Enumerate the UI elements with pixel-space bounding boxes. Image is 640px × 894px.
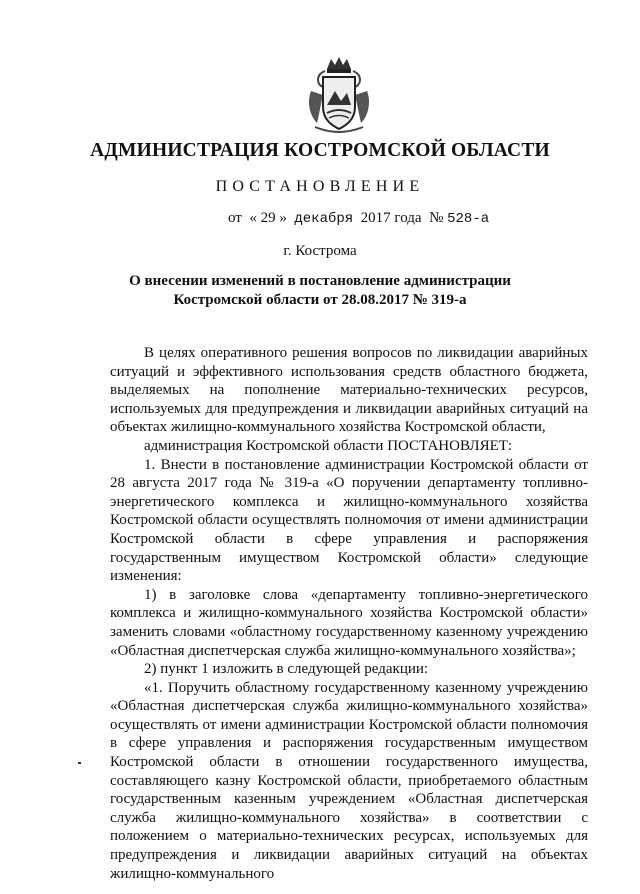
body-paragraph: В целях оперативного решения вопросов по ликвидации аварийных ситуаций и эффективного использования средств областного бюджета, выделяемых на пополнение материально-технических ресурсов, используемых для предупреждения и ликвидации аварийных ситуаций на объектах жилищно-коммунального хозяйства Костромской области,	[110, 345, 588, 436]
organization-title: АДМИНИСТРАЦИЯ КОСТРОМСКОЙ ОБЛАСТИ	[90, 140, 550, 161]
body-paragraph: администрация Костромской области ПОСТАНОВЛЯЕТ:	[144, 437, 513, 454]
date-number-line	[228, 210, 489, 227]
coat-of-arms-icon	[305, 55, 373, 137]
body-paragraph: 2) пункт 1 изложить в следующей редакции:	[144, 661, 429, 678]
body-paragraph: 1) в заголовке слова «департаменту топливно-энергетического комплекса и жилищно-коммунального хозяйства Костромской области» заменить словами «областному государственному казенному учреждению «Областная диспетчерская служба жилищно-коммунального хозяйства»;	[110, 586, 588, 659]
body-paragraph: 1. Внести в постановление администрации Костромской области от 28 августа 2017 года № 319-а «О поручении департаменту топливно-энергетического комплекса и жилищно-коммунального хозяйства Костромской области осуществлять полномочия от имени администрации Костромской области в сфере управления и распоряжения государственным имуществом Костромской области» следующие изменения:	[110, 456, 588, 585]
date-day: « 29 »	[249, 210, 287, 226]
number-label: №	[429, 210, 444, 226]
document-number: 528-а	[447, 211, 490, 227]
document-body	[110, 344, 588, 883]
body-paragraph: «1. Поручить областному государственному казенному учреждению «Областная диспетчерская служба жилищно-коммунального хозяйства» осуществлять от имени администрации Костромской области полномочия в сфере управления и распоряжения государственным имуществом Костромской области в отношении государственного имущества, составляющего казну Костромской области, приобретаемого областным государственным казенным учреждением «Областная диспетчерская служба жилищно-коммунального хозяйства» в соответствии с положением о материально-технических ресурсах, используемых для предупреждения и ликвидации аварийных ситуаций на объектах жилищно-коммунального	[110, 679, 588, 882]
date-year: 2017 года	[360, 210, 422, 226]
subject-line-1: О внесении изменений в постановление администрации	[129, 273, 511, 289]
date-month: декабря	[294, 211, 354, 227]
city: г. Кострома	[283, 243, 357, 259]
scan-mark	[78, 762, 81, 764]
date-prefix: от	[228, 210, 242, 226]
document-type: ПОСТАНОВЛЕНИЕ	[215, 178, 425, 195]
document-subject	[0, 272, 640, 310]
subject-line-2: Костромской области от 28.08.2017 № 319-а	[173, 292, 467, 308]
